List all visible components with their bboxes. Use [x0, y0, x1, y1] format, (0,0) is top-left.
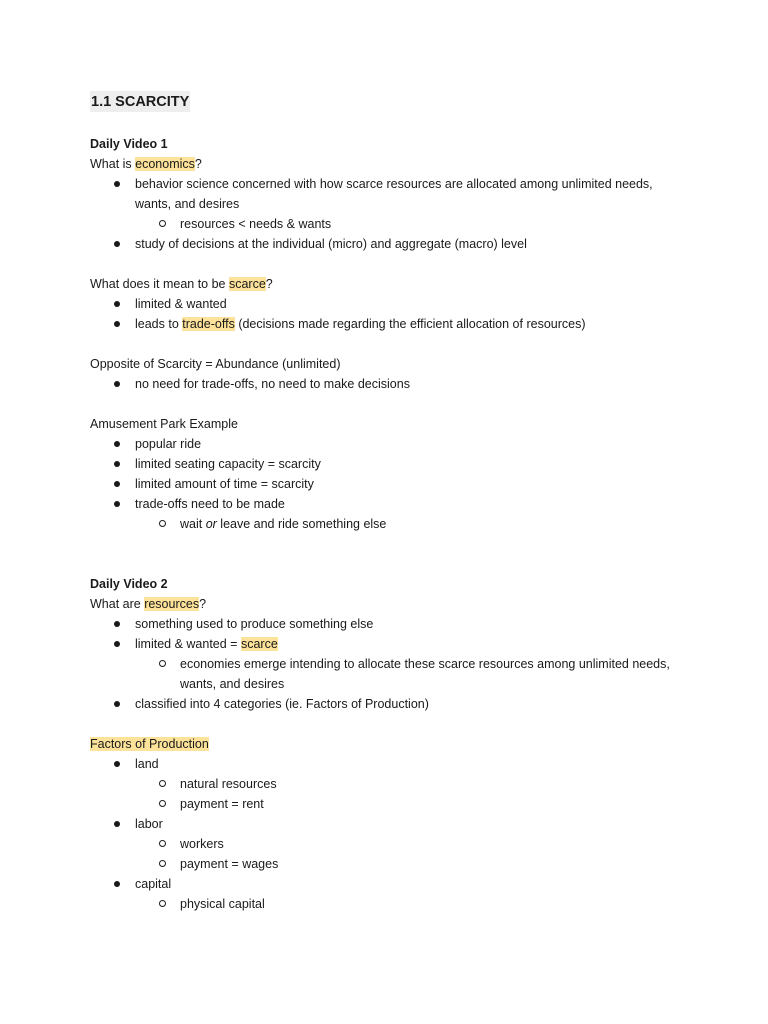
highlight-resources: resources: [144, 597, 200, 611]
opposite-heading: Opposite of Scarcity = Abundance (unlimited): [90, 357, 341, 371]
bullet-icon: [114, 481, 120, 487]
hollow-bullet-icon: [159, 900, 166, 907]
list-item: limited & wanted: [90, 294, 690, 314]
sub-list-item: payment = wages: [135, 854, 690, 874]
factors-list: [90, 754, 690, 914]
list-item: limited amount of time = scarcity: [90, 474, 690, 494]
bullet-icon: [114, 821, 120, 827]
list-item: limited seating capacity = scarcity: [90, 454, 690, 474]
factor-capital: capital physical capital: [90, 874, 690, 914]
question-scarce: What does it mean to be scarce?: [90, 277, 273, 291]
hollow-bullet-icon: [159, 780, 166, 787]
sub-list: [135, 834, 690, 874]
bullet-icon: [114, 701, 120, 707]
resources-list: [90, 614, 690, 714]
sub-list-item: payment = rent: [135, 794, 690, 814]
list-item: something used to produce something else: [90, 614, 690, 634]
hollow-bullet-icon: [159, 520, 166, 527]
bullet-icon: [114, 381, 120, 387]
hollow-bullet-icon: [159, 220, 166, 227]
list-item: trade-offs need to be made wait or leave and ride something else: [90, 494, 690, 534]
highlight-scarce-2: scarce: [240, 637, 278, 651]
factor-land: land natural resources payment = rent: [90, 754, 690, 814]
bullet-icon: [114, 181, 120, 187]
list-item: behavior science concerned with how scarce resources are allocated among unlimited needs, wants, and desires resources < needs & wants: [90, 174, 690, 234]
list-item: classified into 4 categories (ie. Factors of Production): [90, 694, 690, 714]
section-heading-video1: Daily Video 1: [90, 137, 168, 151]
sub-list-item: workers: [135, 834, 690, 854]
page-title: 1.1 SCARCITY: [90, 91, 190, 112]
list-item: leads to trade-offs (decisions made regarding the efficient allocation of resources): [90, 314, 690, 334]
sub-list: [135, 894, 690, 914]
list-item: no need for trade-offs, no need to make decisions: [90, 374, 690, 394]
bullet-icon: [114, 761, 120, 767]
bullet-icon: [114, 501, 120, 507]
question-resources: What are resources?: [90, 597, 207, 611]
sub-list-item: economies emerge intending to allocate these scarce resources among unlimited needs, wants, and desires: [135, 654, 690, 694]
list-item: study of decisions at the individual (micro) and aggregate (macro) level: [90, 234, 690, 254]
bullet-icon: [114, 441, 120, 447]
hollow-bullet-icon: [159, 860, 166, 867]
list-item: limited & wanted = scarce economies emerge intending to allocate these scarce resources among unlimited needs, wants, and desires: [90, 634, 690, 694]
bullet-icon: [114, 621, 120, 627]
park-list: [90, 434, 690, 534]
bullet-icon: [114, 641, 120, 647]
hollow-bullet-icon: [159, 660, 166, 667]
bullet-icon: [114, 241, 120, 247]
scarce-list: [90, 294, 690, 334]
sub-list-item: resources < needs & wants: [135, 214, 690, 234]
sub-list: [135, 214, 690, 234]
sub-list: [135, 654, 690, 694]
sub-list-item: physical capital: [135, 894, 690, 914]
factors-heading: [90, 734, 690, 754]
hollow-bullet-icon: [159, 800, 166, 807]
highlight-trade-offs: trade-offs: [182, 317, 235, 331]
sub-list: [135, 774, 690, 814]
bullet-icon: [114, 301, 120, 307]
sub-list: [135, 514, 690, 534]
economics-list: [90, 174, 690, 254]
sub-list-item: natural resources: [135, 774, 690, 794]
park-heading: Amusement Park Example: [90, 417, 238, 431]
section-heading-video2: Daily Video 2: [90, 577, 168, 591]
question-economics: What is economics?: [90, 157, 202, 171]
highlight-economics: economics: [135, 157, 195, 171]
highlight-factors: Factors of Production: [90, 737, 209, 751]
list-item: popular ride: [90, 434, 690, 454]
highlight-scarce: scarce: [228, 277, 266, 291]
sub-list-item: wait or leave and ride something else: [135, 514, 690, 534]
factor-labor: labor workers payment = wages: [90, 814, 690, 874]
bullet-icon: [114, 461, 120, 467]
document-page: [90, 91, 690, 914]
opposite-list: [90, 374, 690, 394]
hollow-bullet-icon: [159, 840, 166, 847]
bullet-icon: [114, 321, 120, 327]
bullet-icon: [114, 881, 120, 887]
